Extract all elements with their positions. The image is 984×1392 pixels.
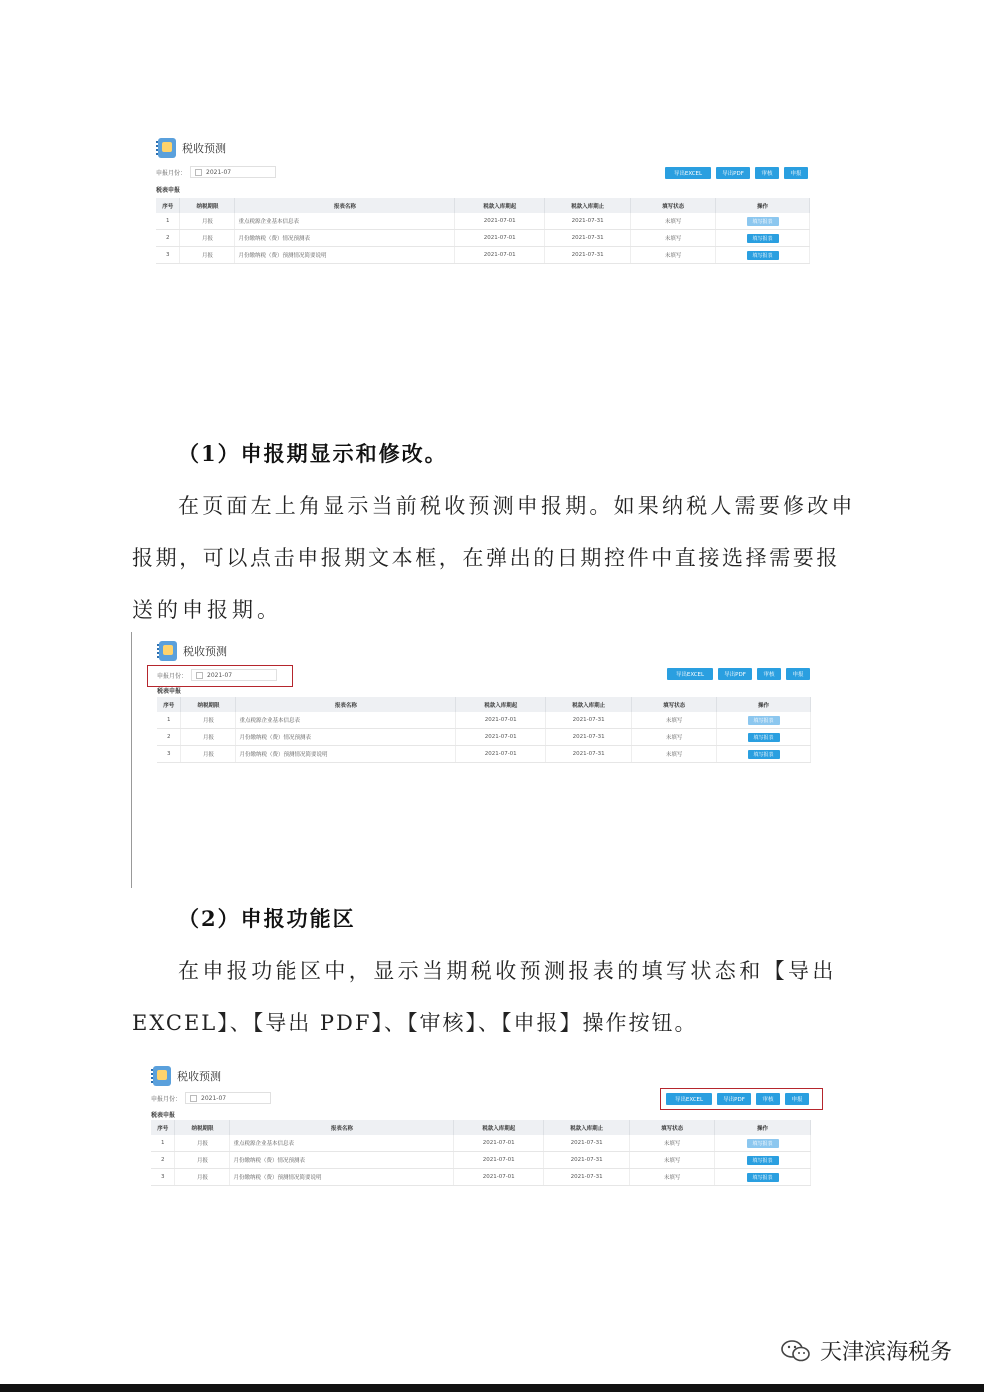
table-row [156,247,810,264]
period-label: 申报月份： [156,169,187,177]
row-start: 2021-07-01 [456,746,546,763]
row-name: 月份缴纳税（费）预测情况简要说明 [230,1169,454,1186]
row-start: 2021-07-01 [454,1152,544,1169]
row-status: 未填写 [631,213,716,230]
declare-button[interactable]: 申报 [786,668,810,680]
app-title: 税收预测 [182,142,226,155]
row-start: 2021-07-01 [456,729,546,746]
table-row [156,213,810,230]
col-action: 操作 [715,1120,811,1135]
export-pdf-button[interactable]: 导出PDF [718,668,752,680]
row-status: 未填写 [632,746,717,763]
col-period: 纳税期限 [175,1120,230,1135]
row-name: 月份缴纳税（费）情况预测表 [235,230,455,247]
row-action-cell [715,1152,811,1169]
col-status: 填写状态 [630,1120,715,1135]
row-end: 2021-07-31 [546,712,632,729]
export-pdf-button[interactable]: 导出PDF [717,1093,751,1105]
period-value: 2021-07 [206,168,232,176]
notebook-icon [158,138,176,158]
fill-report-button[interactable]: 填写报表 [747,1156,779,1165]
row-end: 2021-07-31 [546,729,632,746]
col-start: 税款入库期起 [455,198,545,213]
row-action-cell [715,1135,811,1152]
row-start: 2021-07-01 [456,712,546,729]
row-action-cell [716,213,810,230]
section-label: 税表申报 [156,187,181,194]
row-action-cell [715,1169,811,1186]
table-header [156,198,810,213]
row-period: 月报 [175,1169,230,1186]
period-label: 申报月份： [151,1095,182,1103]
table-row [151,1152,811,1169]
notebook-icon [153,1066,171,1086]
row-end: 2021-07-31 [545,230,631,247]
row-start: 2021-07-01 [454,1169,544,1186]
declare-button[interactable]: 申报 [784,167,808,179]
col-action: 操作 [716,198,810,213]
screenshot-1 [150,130,815,265]
row-no: 1 [151,1135,175,1152]
export-pdf-button[interactable]: 导出PDF [716,167,750,179]
row-period: 月报 [180,230,235,247]
row-end: 2021-07-31 [544,1169,630,1186]
row-period: 月报 [180,247,235,264]
row-action-cell [716,230,810,247]
review-button[interactable]: 审核 [757,668,781,680]
col-status: 填写状态 [632,697,717,712]
row-status: 未填写 [630,1135,715,1152]
notebook-icon [159,641,177,661]
report-table [151,1120,811,1186]
app-header [159,641,227,661]
col-period: 纳税期限 [180,198,235,213]
fill-report-button[interactable]: 填写报表 [747,1139,779,1148]
row-no: 3 [156,247,180,264]
row-no: 1 [157,712,181,729]
table-row [151,1135,811,1152]
footer-brand: 天津滨海税务 [819,1340,952,1365]
row-start: 2021-07-01 [455,230,545,247]
row-status: 未填写 [632,729,717,746]
row-name: 月份缴纳税（费）预测情况简要说明 [236,746,456,763]
row-status: 未填写 [630,1152,715,1169]
col-no: 序号 [156,198,180,213]
screenshot-2 [145,635,817,760]
period-field [151,1092,271,1104]
fill-report-button[interactable]: 填写报表 [748,733,780,742]
section-label: 税表申报 [151,1112,176,1119]
row-period: 月报 [181,729,236,746]
col-start: 税款入库期起 [456,697,546,712]
row-name: 重点税源企业基本信息表 [230,1135,454,1152]
action-buttons [667,668,810,680]
row-no: 3 [157,746,181,763]
row-start: 2021-07-01 [454,1135,544,1152]
col-period: 纳税期限 [181,697,236,712]
row-start: 2021-07-01 [455,247,545,264]
fill-report-button[interactable]: 填写报表 [748,750,780,759]
col-name: 报表名称 [236,697,456,712]
para1-line2: 报期，可以点击申报期文本框，在弹出的日期控件中直接选择需要报 [132,546,840,570]
row-end: 2021-07-31 [545,247,631,264]
para1-line1: 在页面左上角显示当前税收预测申报期。如果纳税人需要修改申 [178,494,856,518]
period-input[interactable] [185,1092,271,1104]
action-buttons [665,167,808,179]
review-button[interactable]: 审核 [755,167,779,179]
col-start: 税款入库期起 [454,1120,544,1135]
table-row [157,729,811,746]
table-row [157,746,811,763]
row-start: 2021-07-01 [455,213,545,230]
col-action: 操作 [717,697,811,712]
app-title: 税收预测 [177,1070,221,1083]
screenshot-3 [145,1060,825,1182]
row-status: 未填写 [630,1169,715,1186]
col-name: 报表名称 [230,1120,454,1135]
report-table [157,697,811,763]
row-period: 月报 [175,1152,230,1169]
app-title: 税收预测 [183,645,227,658]
row-status: 未填写 [631,230,716,247]
heading-1: （1）申报期显示和修改。 [178,441,448,466]
col-status: 填写状态 [631,198,716,213]
row-no: 2 [156,230,180,247]
col-name: 报表名称 [235,198,455,213]
report-table [156,198,810,264]
row-no: 2 [157,729,181,746]
table-header [151,1120,811,1135]
row-name: 月份缴纳税（费）情况预测表 [230,1152,454,1169]
col-end: 税款入库期止 [546,697,632,712]
row-status: 未填写 [631,247,716,264]
app-header [158,138,226,158]
fill-report-button[interactable]: 填写报表 [747,217,779,226]
fill-report-button[interactable]: 填写报表 [748,716,780,725]
period-label: 申报月份： [157,672,188,680]
row-no: 1 [156,213,180,230]
row-end: 2021-07-31 [544,1135,630,1152]
row-period: 月报 [180,213,235,230]
row-end: 2021-07-31 [546,746,632,763]
period-value: 2021-07 [207,671,233,679]
para2-line2: EXCEL】、【导出 PDF】、【审核】、【申报】操作按钮。 [132,1011,698,1035]
fill-report-button[interactable]: 填写报表 [747,234,779,243]
period-value: 2021-07 [201,1094,227,1102]
export-excel-button[interactable]: 导出EXCEL [667,668,713,680]
row-action-cell [717,712,811,729]
footer-watermark [780,1335,952,1366]
row-name: 月份缴纳税（费）预测情况简要说明 [235,247,455,264]
row-no: 2 [151,1152,175,1169]
col-end: 税款入库期止 [545,198,631,213]
fill-report-button[interactable]: 填写报表 [747,251,779,260]
action-buttons [666,1093,809,1105]
row-action-cell [716,247,810,264]
row-name: 重点税源企业基本信息表 [236,712,456,729]
col-no: 序号 [151,1120,175,1135]
fill-report-button[interactable]: 填写报表 [747,1173,779,1182]
row-period: 月报 [181,746,236,763]
period-field [156,166,276,178]
row-period: 月报 [175,1135,230,1152]
review-button[interactable]: 审核 [756,1093,780,1105]
declare-button[interactable]: 申报 [785,1093,809,1105]
export-excel-button[interactable]: 导出EXCEL [665,167,711,179]
row-status: 未填写 [632,712,717,729]
table-row [151,1169,811,1186]
section-label: 税表申报 [157,688,182,695]
table-row [157,712,811,729]
para1-line3: 送的申报期。 [132,598,282,622]
wechat-icon [780,1338,812,1364]
row-no: 3 [151,1169,175,1186]
app-header [153,1066,221,1086]
row-end: 2021-07-31 [545,213,631,230]
bottom-bar [0,1384,984,1392]
calendar-icon [190,1095,197,1102]
para2-line1: 在申报功能区中，显示当期税收预测报表的填写状态和【导出 [178,959,837,983]
row-action-cell [717,729,811,746]
table-row [156,230,810,247]
period-highlight-box [147,665,293,687]
heading-2: （2）申报功能区 [178,906,356,931]
period-input[interactable] [190,166,276,178]
table-header [157,697,811,712]
row-end: 2021-07-31 [544,1152,630,1169]
col-end: 税款入库期止 [544,1120,630,1135]
row-period: 月报 [181,712,236,729]
screenshot-2-border [131,632,132,888]
row-action-cell [717,746,811,763]
col-no: 序号 [157,697,181,712]
row-name: 重点税源企业基本信息表 [235,213,455,230]
calendar-icon [195,169,202,176]
row-name: 月份缴纳税（费）情况预测表 [236,729,456,746]
export-excel-button[interactable]: 导出EXCEL [666,1093,712,1105]
